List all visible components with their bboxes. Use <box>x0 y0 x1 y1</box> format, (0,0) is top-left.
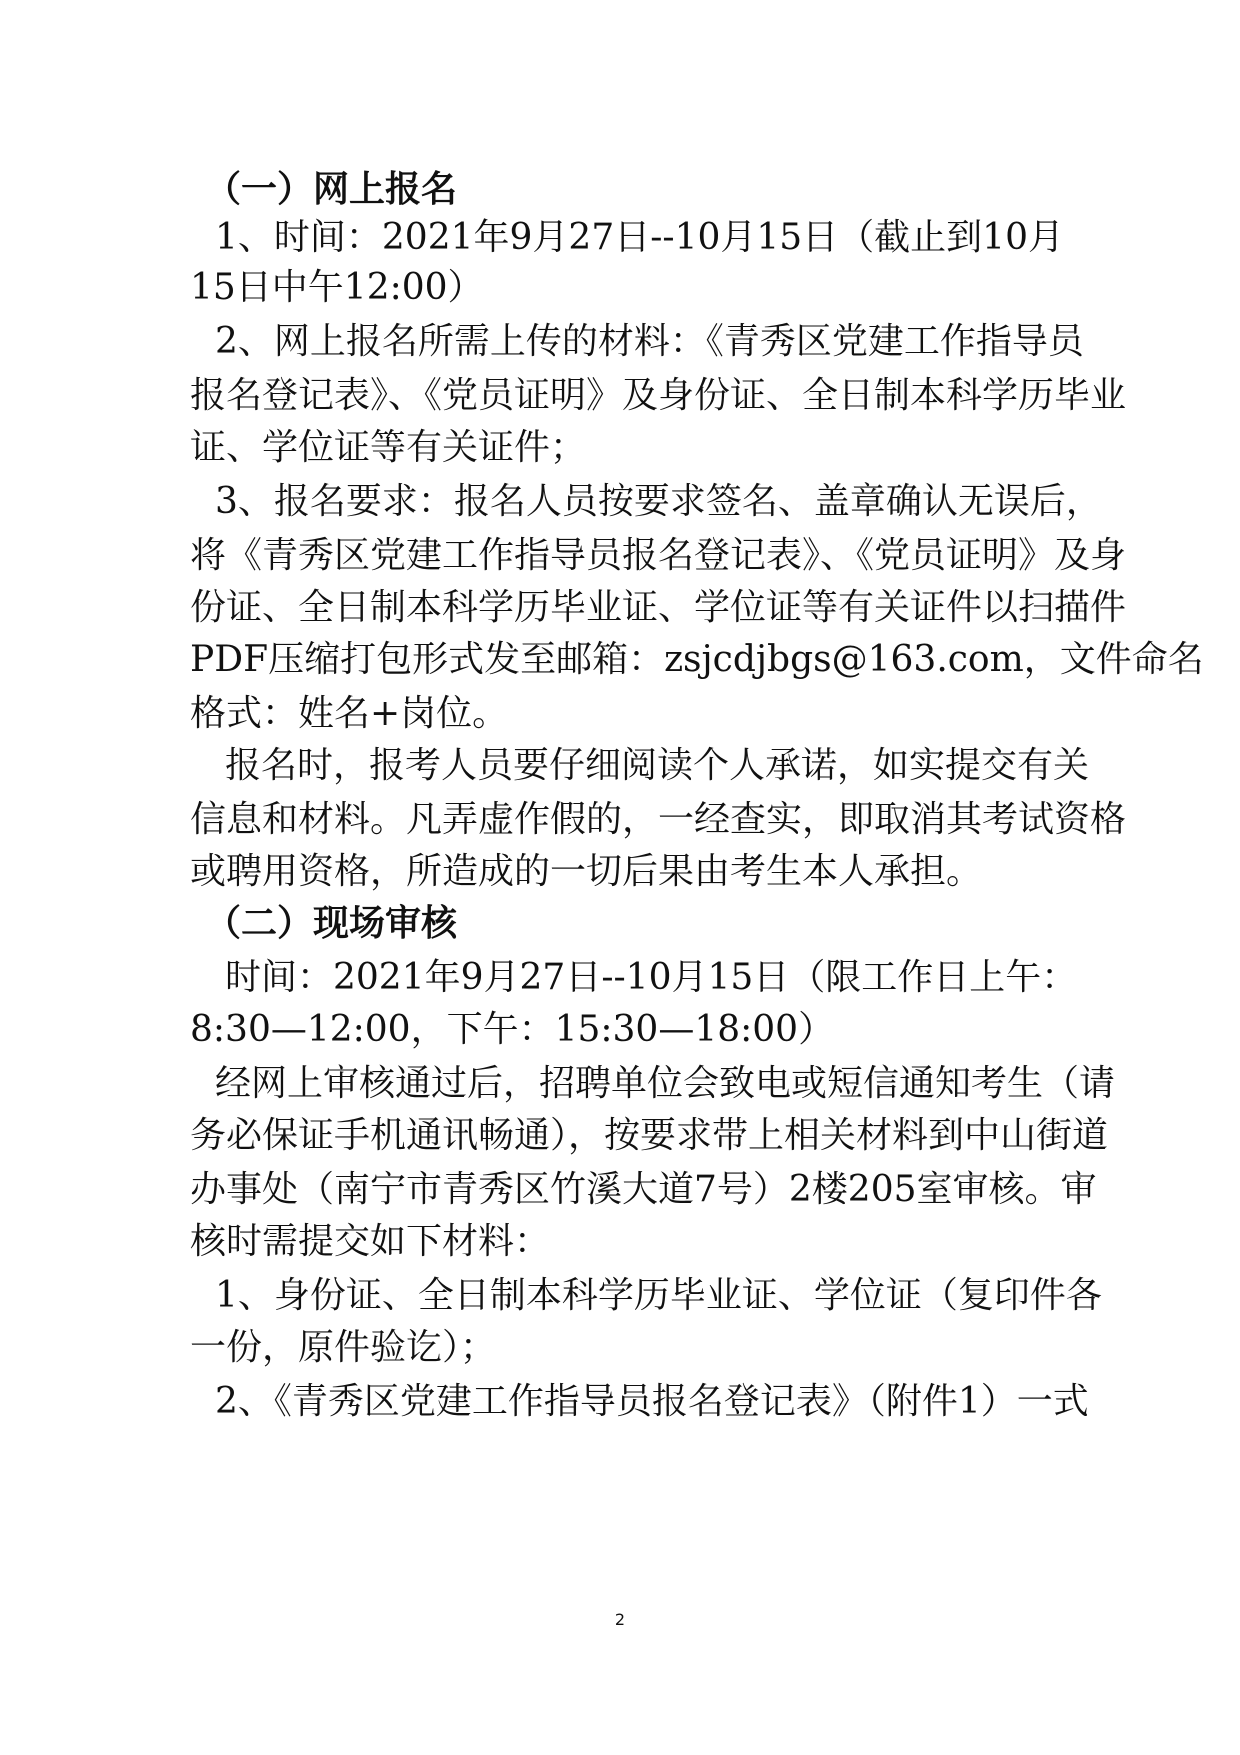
paragraph-line: 格式：姓名+岗位。 <box>190 693 509 734</box>
paragraph-line: 份证、全日制本科学历毕业证、学位证等有关证件以扫描件 <box>190 587 1127 628</box>
paragraph-line: 或聘用资格，所造成的一切后果由考生本人承担。 <box>190 851 983 892</box>
paragraph-line: 报名时，报考人员要仔细阅读个人承诺，如实提交有关 <box>225 745 1090 786</box>
paragraph-line: PDF压缩打包形式发至邮箱：zsjcdjbgs@163.com，文件命名 <box>190 639 1204 680</box>
paragraph-line: 8:30—12:00，下午：15:30—18:00） <box>190 1009 835 1050</box>
paragraph-line: 信息和材料。凡弄虚作假的，一经查实，即取消其考试资格 <box>190 799 1127 840</box>
paragraph-line: 办事处（南宁市青秀区竹溪大道7号）2楼205室审核。审 <box>190 1169 1097 1210</box>
paragraph-line: 将《青秀区党建工作指导员报名登记表》、《党员证明》及身 <box>190 535 1127 576</box>
paragraph-line: 证、学位证等有关证件； <box>190 427 587 468</box>
paragraph-line: 经网上审核通过后，招聘单位会致电或短信通知考生（请 <box>215 1063 1116 1104</box>
paragraph-line: 时间：2021年9月27日--10月15日（限工作日上午： <box>225 957 1078 998</box>
paragraph-line: 1、时间：2021年9月27日--10月15日（截止到10月 <box>215 217 1064 258</box>
section-heading-onsite-review: （二）现场审核 <box>205 903 458 944</box>
paragraph-line: 15日中午12:00） <box>190 267 484 308</box>
paragraph-line: 1、身份证、全日制本科学历毕业证、学位证（复印件各 <box>215 1275 1102 1316</box>
paragraph-line: 2、网上报名所需上传的材料：《青秀区党建工作指导员 <box>215 321 1084 362</box>
page-number: 2 <box>614 1610 626 1629</box>
paragraph-line: 一份，原件验讫）； <box>190 1327 497 1368</box>
paragraph-line: 3、报名要求：报名人员按要求签名、盖章确认无误后， <box>215 481 1102 522</box>
paragraph-line: 核时需提交如下材料： <box>190 1221 551 1262</box>
paragraph-line: 报名登记表》、《党员证明》及身份证、全日制本科学历毕业 <box>190 375 1127 416</box>
paragraph-line: 务必保证手机通讯畅通），按要求带上相关材料到中山街道 <box>190 1115 1109 1156</box>
section-heading-online-registration: （一）网上报名 <box>205 169 458 210</box>
paragraph-line: 2、《青秀区党建工作指导员报名登记表》（附件1）一式 <box>215 1381 1089 1422</box>
